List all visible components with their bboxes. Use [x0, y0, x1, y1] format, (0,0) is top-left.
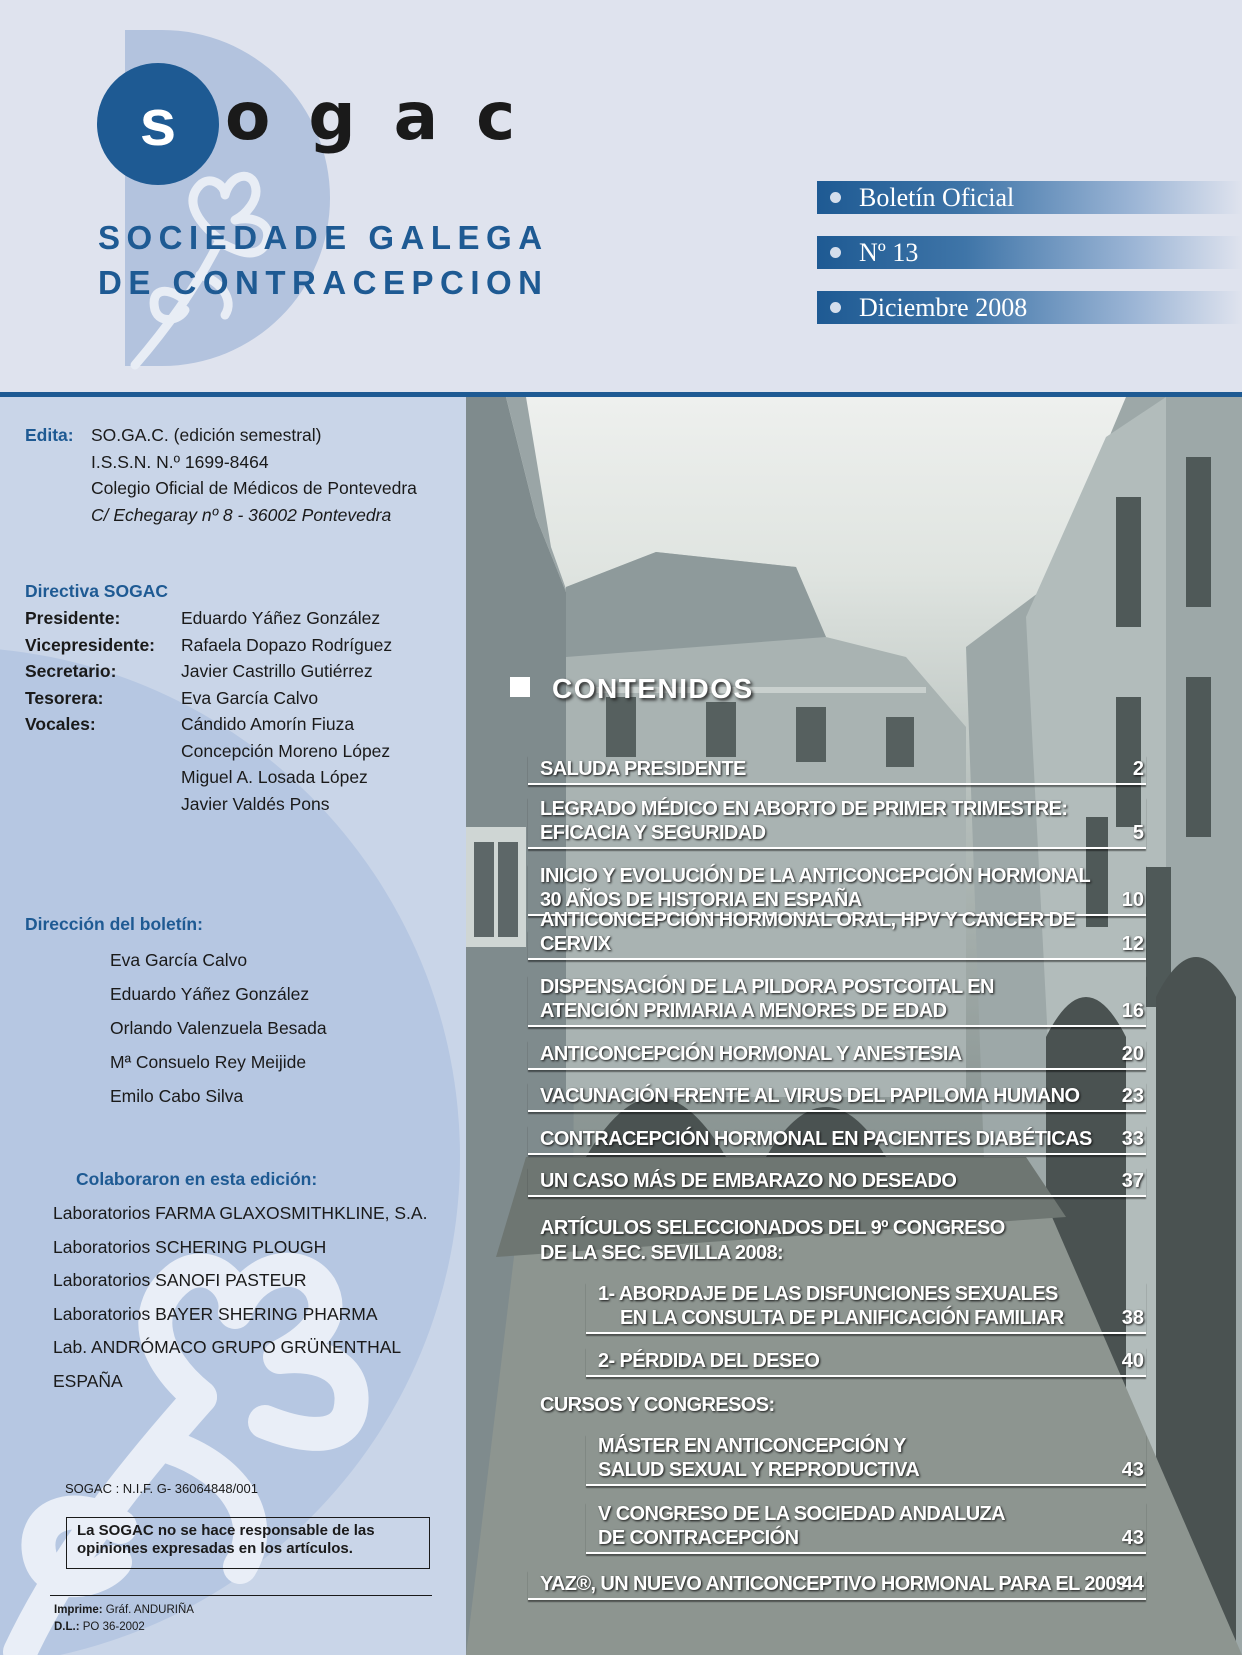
- sponsor-lab: Laboratorios FARMA GLAXOSMITHKLINE, S.A.: [53, 1203, 428, 1223]
- editor-name: Mª Consuelo Rey Meijide: [110, 1052, 307, 1072]
- toc-entry-title: MÁSTER EN ANTICONCEPCIÓN Y: [598, 1435, 906, 1457]
- toc-entry-page: 33: [1121, 1128, 1144, 1150]
- toc-entry[interactable]: [586, 1502, 1146, 1554]
- member-name: Javier Valdés Pons: [181, 793, 330, 814]
- congress-heading-line2: DE LA SEC. SEVILLA 2008:: [540, 1242, 784, 1264]
- bulletin-date-bar: [817, 291, 1242, 324]
- society-name-line1: SOCIEDADE GALEGA: [98, 219, 549, 256]
- toc-entry-page: 44: [1121, 1573, 1144, 1595]
- bulletin-number: Nº 13: [859, 238, 919, 267]
- legal-deposit-value: PO 36-2002: [82, 1621, 145, 1633]
- logo-wordmark: ogac: [225, 78, 554, 155]
- toc-entry-title: UN CASO MÁS DE EMBARAZO NO DESEADO: [540, 1170, 957, 1192]
- toc-entry[interactable]: [586, 1282, 1146, 1334]
- toc-entry-page: 37: [1121, 1170, 1144, 1192]
- edita-block: [91, 422, 417, 528]
- directiva-names: [181, 605, 392, 817]
- editor-name: Emilo Cabo Silva: [110, 1086, 244, 1106]
- society-name: [98, 215, 549, 305]
- bullet-dot-icon: [830, 302, 841, 313]
- directiva-heading: Directiva SOGAC: [25, 581, 168, 601]
- toc-entry-page: 12: [1121, 933, 1144, 955]
- toc-entry[interactable]: [528, 1570, 1146, 1600]
- toc-entry-title: YAZ®, UN NUEVO ANTICONCEPTIVO HORMONAL PARA EL 2009: [540, 1573, 1127, 1595]
- toc-entry[interactable]: [528, 1040, 1146, 1070]
- toc-entry-page: 20: [1121, 1043, 1144, 1065]
- contents-heading: [510, 673, 754, 705]
- toc-entry-title: LEGRADO MÉDICO EN ABORTO DE PRIMER TRIMESTRE:: [540, 798, 1068, 820]
- member-name: Rafaela Dopazo Rodríguez: [181, 634, 393, 655]
- direccion-heading: Dirección del boletín:: [25, 914, 203, 934]
- bulletin-title-bar: [817, 181, 1242, 214]
- toc-entry-page: 38: [1121, 1307, 1144, 1329]
- credits-column: [0, 397, 466, 1655]
- toc-entry-title-line2: EN LA CONSULTA DE PLANIFICACIÓN FAMILIAR: [620, 1307, 1064, 1329]
- toc-entry-page: 5: [1132, 822, 1144, 844]
- toc-entry-title: 2- PÉRDIDA DEL DESEO: [598, 1350, 820, 1372]
- toc-entry[interactable]: [586, 1347, 1146, 1377]
- legal-deposit-line: [54, 1621, 145, 1633]
- congress-heading: ARTÍCULOS SELECCIONADOS DEL 9º CONGRESO: [540, 1217, 1005, 1239]
- toc-entry-title: SALUDA PRESIDENTE: [540, 758, 746, 780]
- toc-entry-title: ANTICONCEPCIÓN HORMONAL Y ANESTESIA: [540, 1043, 962, 1065]
- masthead: [0, 0, 1242, 393]
- role-label: Presidente:: [25, 608, 121, 628]
- printer-line: [54, 1604, 194, 1616]
- toc-entry-title: CONTRACEPCIÓN HORMONAL EN PACIENTES DIABÉTICAS: [540, 1128, 1092, 1150]
- toc-entry[interactable]: [528, 1082, 1146, 1112]
- bulletin-title: Boletín Oficial: [859, 183, 1015, 212]
- toc-entry[interactable]: [528, 909, 1146, 960]
- sponsor-lab: Laboratorios SANOFI PASTEUR: [53, 1270, 307, 1290]
- contents-title: CONTENIDOS: [552, 673, 754, 704]
- toc-entry[interactable]: [528, 755, 1146, 785]
- edita-line: SO.GA.C. (edición semestral): [91, 425, 322, 445]
- member-name: Cándido Amorín Fiuza: [181, 714, 355, 734]
- printer-value: Gráf. ANDURIÑA: [105, 1604, 194, 1616]
- role-label: Vocales:: [25, 714, 96, 734]
- toc-entry-page: 43: [1121, 1527, 1144, 1549]
- directiva-roles: [25, 605, 155, 738]
- editor-name: Eduardo Yáñez González: [110, 984, 310, 1004]
- direccion-names: [110, 943, 327, 1113]
- toc-entry-page: 23: [1121, 1085, 1144, 1107]
- role-label: Secretario:: [25, 661, 117, 681]
- edita-line: I.S.S.N. N.º 1699-8464: [91, 451, 269, 472]
- tax-id: SOGAC : N.I.F. G- 36064848/001: [65, 1481, 258, 1496]
- toc-entry-title-line2: EFICACIA Y SEGURIDAD: [540, 822, 766, 844]
- toc-entry[interactable]: [586, 1434, 1146, 1486]
- toc-entry-page: 43: [1121, 1459, 1144, 1481]
- toc-entry-title-line2: 30 AÑOS DE HISTORIA EN ESPAÑA: [540, 889, 862, 911]
- cursos-heading: CURSOS Y CONGRESOS:: [540, 1394, 775, 1416]
- role-label: Tesorera:: [25, 687, 104, 708]
- sponsor-lab: Laboratorios SCHERING PLOUGH: [53, 1236, 327, 1257]
- bullet-dot-icon: [830, 192, 841, 203]
- toc-entry-page: 40: [1121, 1350, 1144, 1372]
- toc-entry-title: VACUNACIÓN FRENTE AL VIRUS DEL PAPILOMA HUMANO: [540, 1085, 1080, 1107]
- role-label: Vicepresidente:: [25, 634, 156, 655]
- bulletin-number-bar: [817, 236, 1242, 269]
- member-name: Concepción Moreno López: [181, 740, 391, 761]
- bulletin-date: Diciembre 2008: [859, 293, 1028, 322]
- colaboraron-heading: Colaboraron en esta edición:: [76, 1169, 318, 1189]
- edita-line: Colegio Oficial de Médicos de Pontevedra: [91, 478, 417, 498]
- toc-entry-title: V CONGRESO DE LA SOCIEDAD ANDALUZA: [598, 1503, 1006, 1525]
- edita-label: Edita:: [25, 425, 74, 445]
- disclaimer-box: La SOGAC no se hace responsable de las opiniones expresadas en los artículos.: [66, 1517, 430, 1569]
- toc-entry-page: 16: [1121, 1000, 1144, 1022]
- toc-entry[interactable]: [528, 1125, 1146, 1155]
- editor-name: Orlando Valenzuela Besada: [110, 1018, 327, 1038]
- toc-entry-title: ANTICONCEPCIÓN HORMONAL ORAL, HPV Y CANCER DE CERVIX: [540, 909, 1076, 955]
- toc-entry-page: 10: [1121, 889, 1144, 911]
- toc-entry-title: INICIO Y EVOLUCIÓN DE LA ANTICONCEPCIÓN HORMONAL: [540, 865, 1091, 887]
- legal-deposit-label: D.L.:: [54, 1621, 80, 1633]
- editor-name: Eva García Calvo: [110, 950, 248, 970]
- member-name: Eduardo Yáñez González: [181, 608, 381, 628]
- member-name: Eva García Calvo: [181, 687, 319, 708]
- toc-entry-title: 1- ABORDAJE DE LAS DISFUNCIONES SEXUALES: [598, 1283, 1058, 1305]
- toc-entry[interactable]: [528, 797, 1146, 849]
- footer-divider: [50, 1595, 432, 1596]
- toc-entry-title-line2: SALUD SEXUAL Y REPRODUCTIVA: [598, 1459, 920, 1481]
- logo-s-circle: s: [97, 63, 219, 185]
- edita-address: C/ Echegaray nº 8 - 36002 Pontevedra: [91, 504, 392, 525]
- society-name-line2: DE CONTRACEPCION: [98, 264, 549, 301]
- printer-label: Imprime:: [54, 1604, 103, 1616]
- toc-entry[interactable]: [528, 975, 1146, 1027]
- member-name: Javier Castrillo Gutiérrez: [181, 661, 373, 681]
- square-bullet-icon: [510, 677, 530, 697]
- toc-entry-title: DISPENSACIÓN DE LA PILDORA POSTCOITAL EN: [540, 976, 994, 998]
- sponsor-lab: Lab. ANDRÓMACO GRUPO GRÜNENTHAL ESPAÑA: [53, 1337, 401, 1391]
- toc-entry-title-line2: ATENCIÓN PRIMARIA A MENORES DE EDAD: [540, 1000, 947, 1022]
- bullet-dot-icon: [830, 247, 841, 258]
- member-name: Miguel A. Losada López: [181, 767, 368, 787]
- toc-entry-title-line2: DE CONTRACEPCIÓN: [598, 1527, 799, 1549]
- toc-entry[interactable]: [528, 1167, 1146, 1197]
- sponsor-lab: Laboratorios BAYER SHERING PHARMA: [53, 1303, 378, 1324]
- colaboraron-list: [53, 1197, 466, 1398]
- toc-entry-page: 2: [1132, 758, 1144, 780]
